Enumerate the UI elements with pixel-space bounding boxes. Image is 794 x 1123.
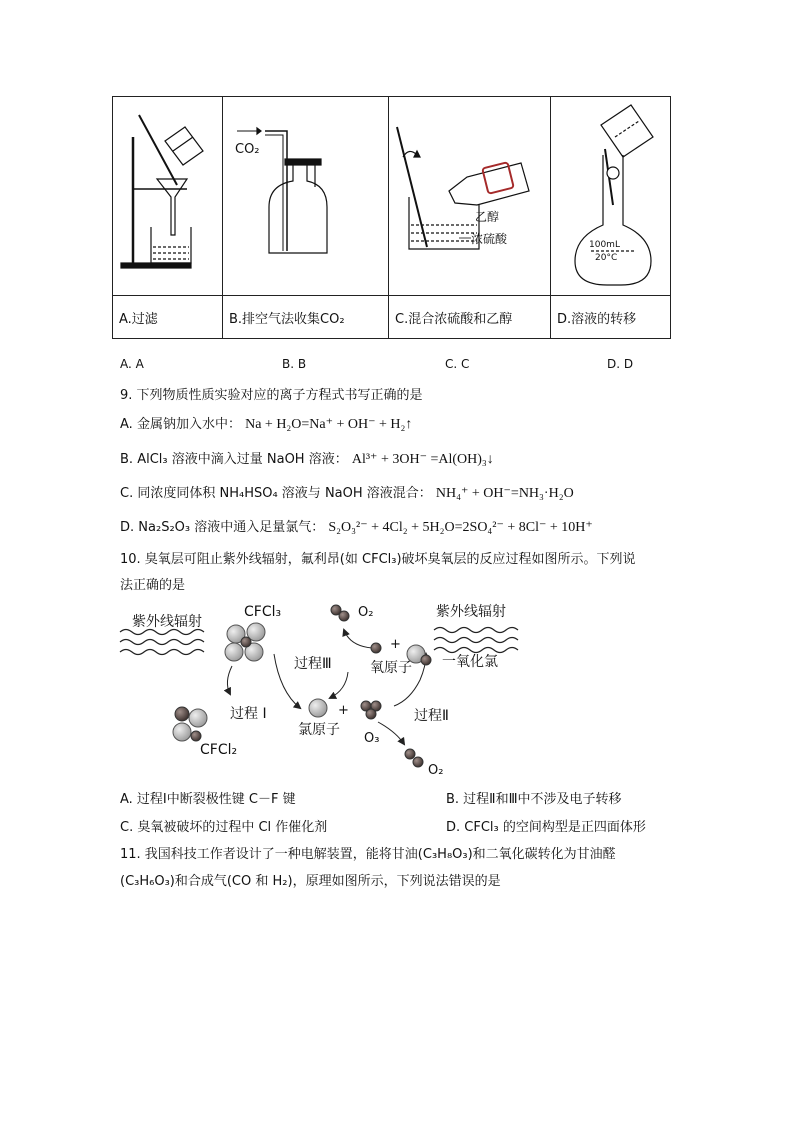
q9-option-label: D. [120,520,135,535]
o2-top-molecule [331,605,349,621]
q9-option-equation: Al³⁺ + 3OH⁻ =Al(OH)₃↓ [351,452,494,467]
oxygen-atom [371,643,381,653]
cfcl3-molecule [225,623,265,661]
flask-volume: 100mL [589,240,620,250]
figure-transfer [551,97,671,296]
o3-molecule [361,701,381,719]
q11-line2: (C₃H₆O₃)和合成气(CO 和 H₂)，原理如图所示，下列说法错误的是 [120,874,501,889]
clo-label: 一氧化氯 [442,654,498,670]
q8-choice-c: C. C [445,357,470,371]
plus-sign: + [338,703,349,718]
q10-stem-line1: 10. 臭氧层可阻止紫外线辐射，氟利昂(如 CFCl₃)破坏臭氧层的反应过程如图所示。下列说 [120,552,636,567]
figure-filtration [113,97,223,296]
q9-option-d [120,516,593,536]
q9-stem: 9. 下列物质性质实验对应的离子方程式书写正确的是 [120,388,423,403]
uv-waves-left [120,630,204,655]
q10-option-d: D. CFCl₃ 的空间构型是正四面体形 [446,820,646,835]
q9-option-equation: Na + H₂O=Na⁺ + OH⁻ + H₂↑ [245,417,413,432]
q9-option-label: B. [120,452,134,467]
q9-option-text: 同浓度同体积 NH₄HSO₄ 溶液与 NaOH 溶液混合： [137,486,432,501]
flask-temp: 20°C [595,253,618,263]
q10-option-b: B. 过程Ⅱ和Ⅲ中不涉及电子转移 [446,792,622,807]
plus-sign: + [390,637,401,652]
q9-option-b [120,448,494,468]
uv-waves-right [434,628,518,653]
ethanol-label: 乙醇 [475,210,500,224]
q11-line1: 11. 我国科技工作者设计了一种电解装置，能将甘油(C₃H₈O₃)和二氧化碳转化为甘油醛 [120,847,616,862]
q9-option-text: 金属钠加入水中： [136,417,241,432]
q10-option-c: C. 臭氧被破坏的过程中 Cl 作催化剂 [120,820,328,835]
o2-bottom-molecule [405,749,423,767]
process3-label: 过程Ⅲ [294,656,332,672]
figure-gas-collection [223,97,389,296]
q9-option-c [120,482,574,502]
cfcl2-molecule [173,707,207,741]
caption-a: A.过滤 [113,296,223,339]
q9-option-a [120,413,412,433]
q10-option-a: A. 过程Ⅰ中断裂极性键 C－F 键 [120,792,296,807]
process1-label: 过程 I [230,706,267,722]
chlorine-atom [309,699,327,717]
caption-d: D.溶液的转移 [551,296,671,339]
q8-choice-a: A. A [120,357,144,371]
q9-option-label: C. [120,486,134,501]
caption-c: C.混合浓硫酸和乙醇 [389,296,551,339]
sulfuric-label: 浓硫酸 [471,232,508,246]
figure-mixing-acid [389,97,551,296]
q10-stem-line2: 法正确的是 [120,578,186,593]
uv-left-label: 紫外线辐射 [132,614,202,630]
co2-label: CO₂ [235,142,260,157]
oxygen-atom-label: 氧原子 [370,660,412,676]
o2-top-label: O₂ [358,605,374,620]
o2-bottom-label: O₂ [428,763,444,778]
ozone-diagram [112,596,532,782]
q8-choice-d: D. D [607,357,634,371]
q9-option-equation: S₂O₃²⁻ + 4Cl₂ + 5H₂O=2SO₄²⁻ + 8Cl⁻ + 10H⁺ [328,520,593,535]
q9-option-text: Na₂S₂O₃ 溶液中通入足量氯气： [138,520,325,535]
cfcl2-label: CFCl₂ [200,742,238,758]
q8-choice-b: B. B [282,357,307,371]
o3-label: O₃ [364,731,380,746]
chlorine-atom-label: 氯原子 [298,722,340,738]
q9-option-label: A. [120,417,133,432]
caption-b: B.排空气法收集CO₂ [223,296,389,339]
process2-label: 过程Ⅱ [414,708,449,724]
cfcl3-label: CFCl₃ [244,604,282,620]
q9-option-text: AlCl₃ 溶液中滴入过量 NaOH 溶液： [137,452,348,467]
uv-right-label: 紫外线辐射 [436,604,506,620]
apparatus-table [112,96,671,339]
q9-option-equation: NH₄⁺ + OH⁻=NH₃·H₂O [435,486,574,501]
